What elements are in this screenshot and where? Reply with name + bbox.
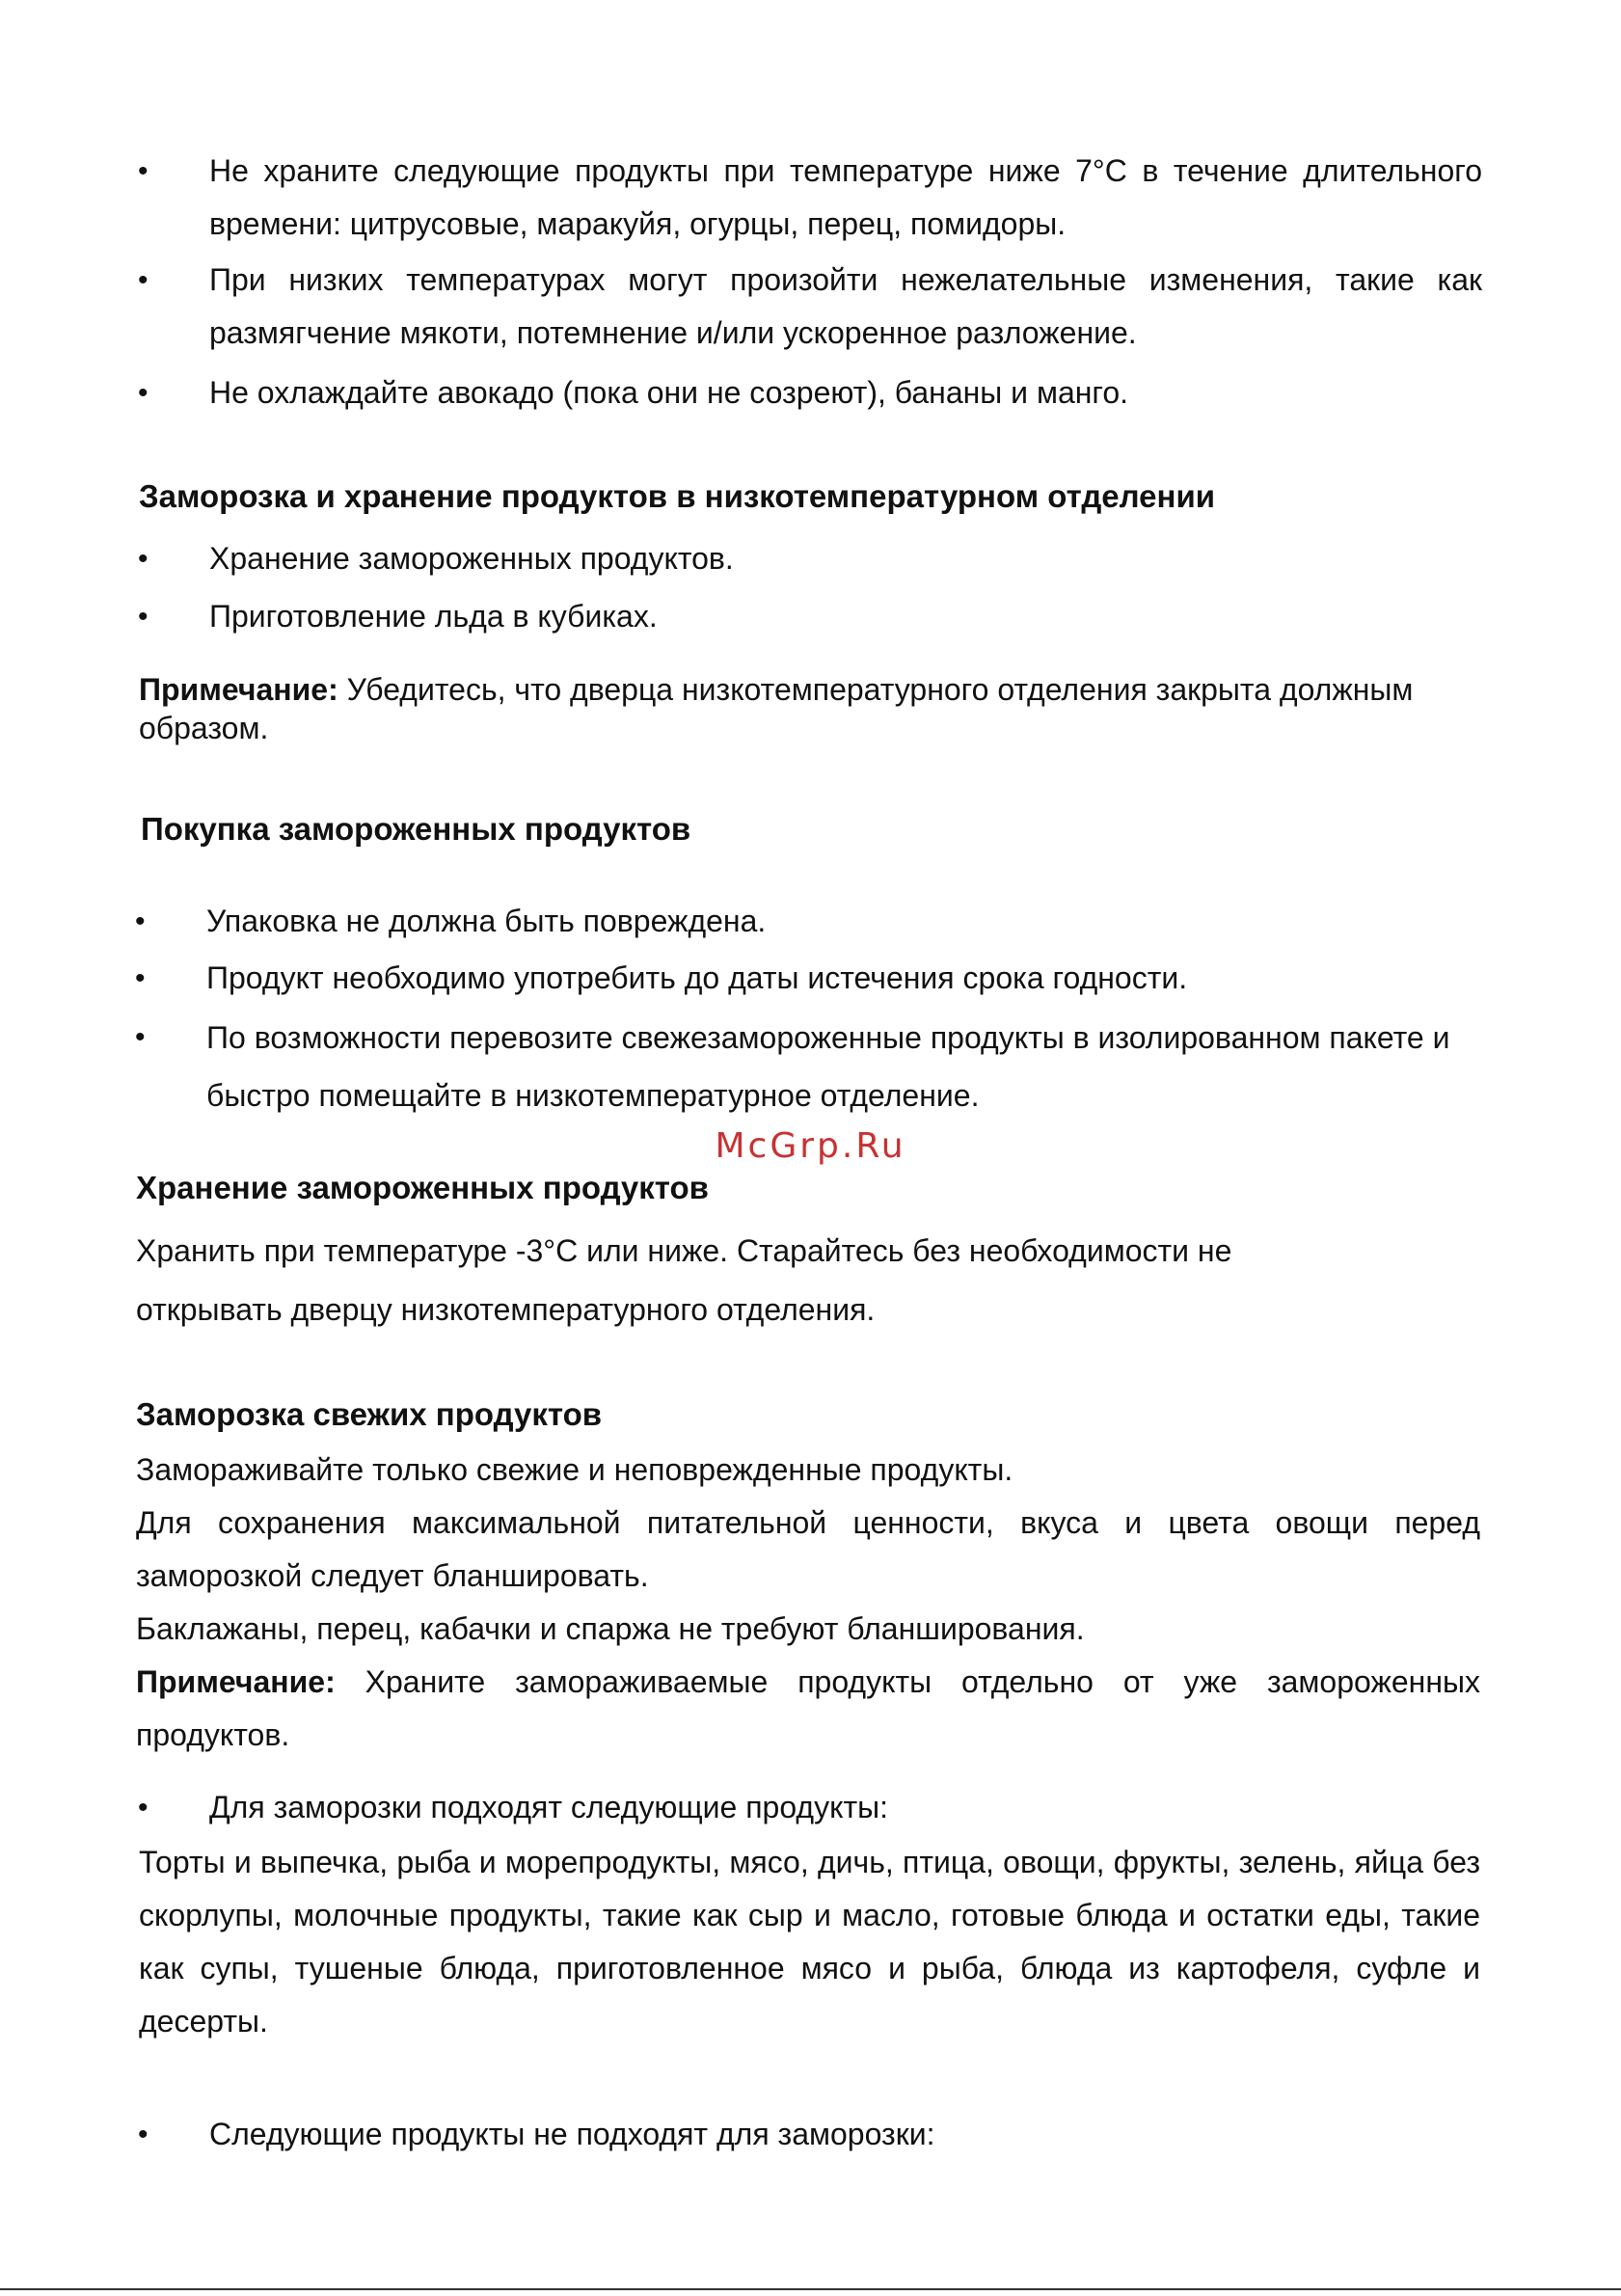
bullet-icon: • [138,155,149,187]
section-heading: Заморозка свежих продуктов [136,1396,603,1432]
list-item-text: Хранение замороженных продуктов. [209,541,734,576]
list-item-text: Для заморозки подходят следующие продукты: [209,1790,888,1824]
note-text: Храните замораживаемые продукты отдельно от уже замороженных продуктов. [136,1664,1480,1752]
section-heading: Заморозка и хранение продуктов в низкотемпературном отделении [139,478,1216,514]
bullet-icon: • [138,1792,149,1823]
watermark: McGrp.Ru [715,1126,906,1166]
note-label: Примечание: [136,1664,336,1699]
list-item-text: По возможности перевозите свежезамороженные продукты в изолированном пакете и быстро помещайте в низкотемпературное отделение. [206,1020,1450,1113]
paragraph: Для сохранения максимальной питательной ценности, вкуса и цвета овощи перед заморозкой следует бланшировать. [136,1505,1480,1593]
note-label: Примечание: [139,672,338,707]
paragraph: Замораживайте только свежие и неповрежденные продукты. [136,1452,1013,1487]
bullet-icon: • [135,962,146,994]
list-item-text: Следующие продукты не подходят для заморозки: [209,2117,935,2151]
bullet-icon: • [138,601,149,633]
paragraph: Торты и выпечка, рыба и морепродукты, мясо, дичь, птица, овощи, фрукты, зелень, яйца без скорлупы, молочные продукты, такие как сыр и масло, готовые блюда и остатки еды, такие как супы, тушеные блюда, приготовленное мясо и рыба, блюда из картофеля, суфле и десерты. [139,1845,1480,2039]
list-item-text: При низких температурах могут произойти нежелательные изменения, такие как размягчение мякоти, потемнение и/или ускоренное разложение. [209,262,1482,350]
bullet-icon: • [138,2119,149,2150]
section-heading: Покупка замороженных продуктов [141,811,691,847]
paragraph: Баклажаны, перец, кабачки и спаржа не требуют бланширования. [136,1611,1085,1646]
paragraph: Хранить при температуре -3°C или ниже. Старайтесь без необходимости не открывать дверцу низкотемпературного отделения. [136,1233,1232,1327]
note-paragraph [139,670,1508,747]
bullet-icon: • [135,1021,146,1053]
page-bottom-rule [0,2288,1621,2290]
list-item-text: Продукт необходимо употребить до даты истечения срока годности. [206,960,1188,995]
note-paragraph [136,1656,1480,1762]
list-item-text: Не храните следующие продукты при температуре ниже 7°C в течение длительного времени: цитрусовые, маракуйя, огурцы, перец, помидоры. [209,153,1482,241]
bullet-icon: • [135,905,146,937]
bullet-icon: • [138,264,149,296]
bullet-icon: • [138,377,149,409]
list-item-text: Приготовление льда в кубиках. [209,599,658,634]
section-heading: Хранение замороженных продуктов [136,1170,709,1205]
bullet-icon: • [138,543,149,575]
note-text: Убедитесь, что дверца низкотемпературного отделения закрыта должным образом. [139,672,1414,745]
list-item-text: Упаковка не должна быть повреждена. [206,904,767,938]
list-item-text: Не охлаждайте авокадо (пока они не созреют), бананы и манго. [209,375,1129,410]
